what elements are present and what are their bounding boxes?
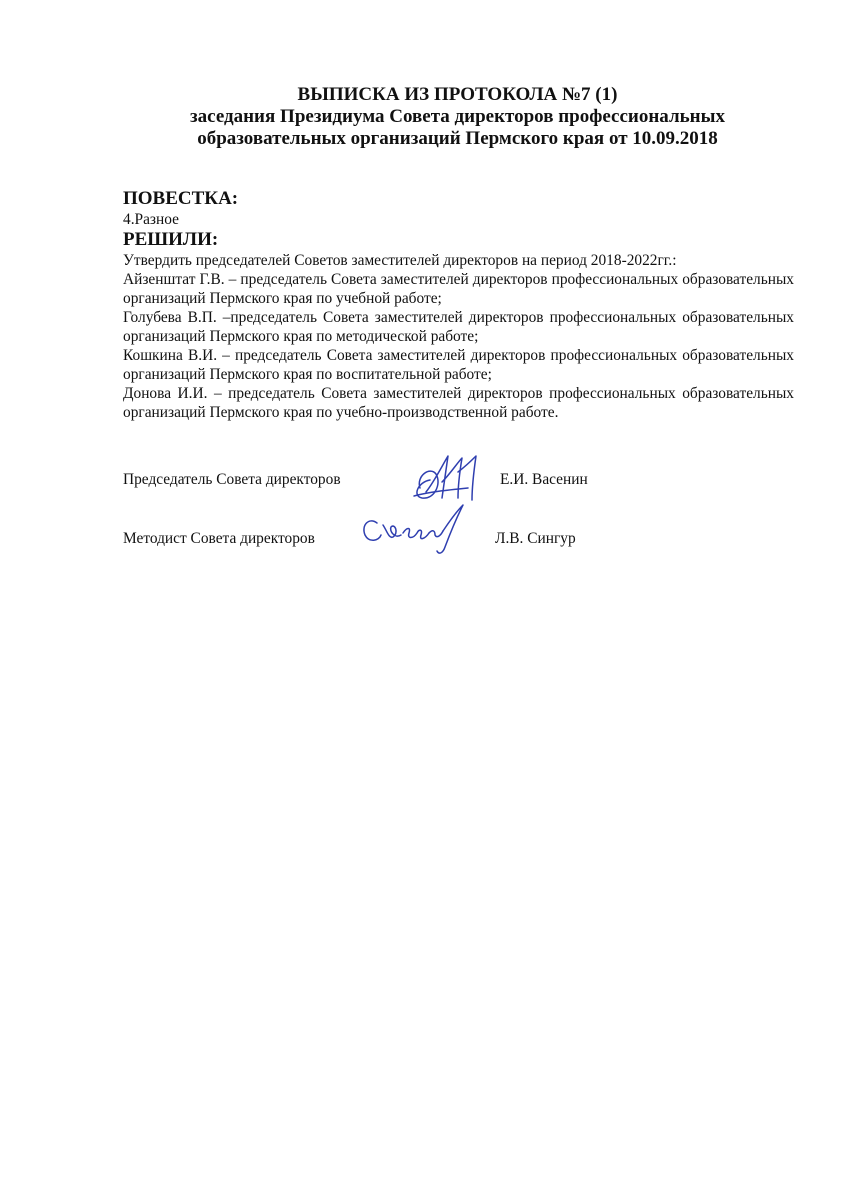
agenda-item: 4.Разное (123, 211, 179, 228)
decision-item: Кошкина В.И. – председатель Совета заместителей директоров профессиональных образовательных организаций Пермского края по воспитательной работе; (123, 347, 794, 383)
decision-heading: РЕШИЛИ: (123, 229, 219, 250)
document-body (123, 188, 794, 422)
methodist-signature (359, 501, 471, 557)
methodist-role: Методист Совета директоров (123, 530, 315, 547)
methodist-signature-row (123, 529, 743, 589)
title-line-2: заседания Президиума Совета директоров профессиональных (190, 106, 725, 127)
decision-item: Донова И.И. – председатель Совета заместителей директоров профессиональных образовательных организаций Пермского края по учебно-производственной работе. (123, 385, 794, 421)
decision-item: Голубева В.П. –председатель Совета заместителей директоров профессиональных образовательных организаций Пермского края по методической работе; (123, 309, 794, 345)
methodist-name: Л.В. Сингур (495, 530, 576, 547)
agenda-heading: ПОВЕСТКА: (123, 188, 239, 209)
decision-intro: Утвердить председателей Советов заместителей директоров на период 2018-2022гг.: (123, 252, 677, 269)
chair-signature (408, 452, 488, 508)
decision-item: Айзенштат Г.В. – председатель Совета заместителей директоров профессиональных образовательных организаций Пермского края по учебной работе; (123, 271, 794, 307)
chair-name: Е.И. Васенин (500, 471, 588, 488)
title-line-3: образовательных организаций Пермского края от 10.09.2018 (197, 128, 718, 149)
chair-role: Председатель Совета директоров (123, 471, 341, 488)
document-title (120, 84, 795, 150)
title-line-1: ВЫПИСКА ИЗ ПРОТОКОЛА №7 (1) (297, 84, 618, 105)
